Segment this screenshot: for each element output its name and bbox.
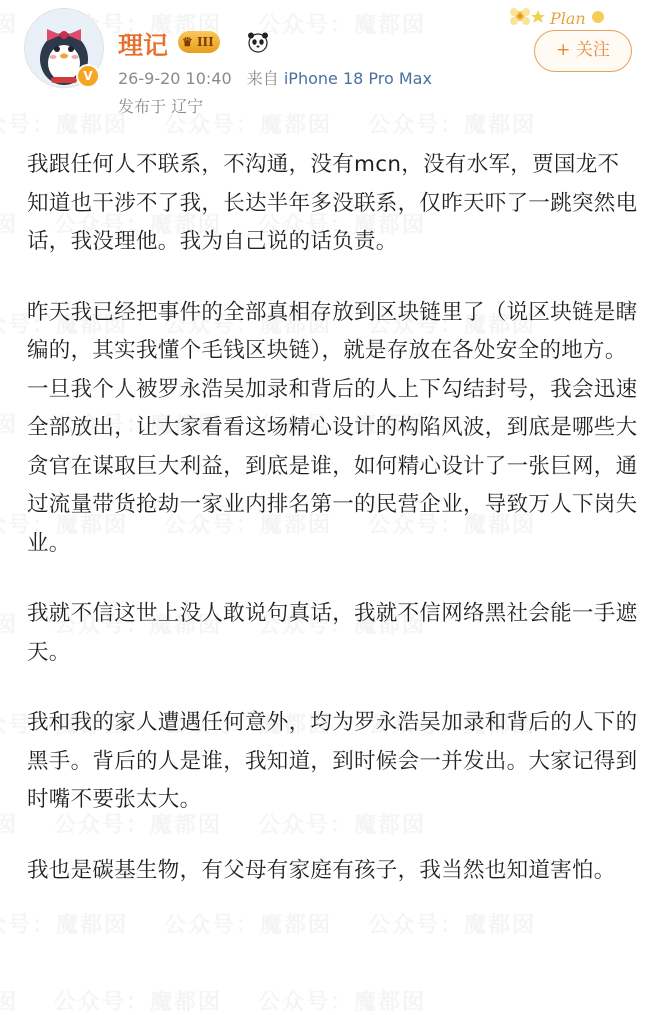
verified-badge-icon: V [76,64,100,88]
post-header [0,0,660,120]
post-paragraph-3: 我就不信这世上没人敢说句真话，我就不信网络黑社会能一手遮天。 [27,601,638,665]
level-badge-text: III [196,35,214,49]
username[interactable]: 理记 [118,31,169,60]
decor-text: Plan [550,9,586,28]
post-content [27,146,639,922]
source-device[interactable]: iPhone 18 Pro Max [283,69,432,88]
source-prefix: 来自 [246,69,279,88]
post-location: 发布于 辽宁 [118,97,204,116]
post-paragraph-1: 我跟任何人不联系，不沟通，没有mcn，没有水军，贾国龙不知道也干涉不了我，长达半年多没联系，仅昨天吓了一跳突然电话，我没理他。我为自己说的话负责。 [27,152,638,254]
post-paragraph-5: 我也是碳基生物，有父母有家庭有孩子，我当然也知道害怕。 [27,857,616,883]
follow-button[interactable]: + 关注 [534,30,632,72]
post-paragraph-2: 昨天我已经把事件的全部真相存放到区块链里了（说区块链是瞎编的，其实我懂个毛钱区块链），就是存放在各处安全的地方。一旦我个人被罗永浩吴加录和背后的人上下勾结封号，我会迅速全部放出，让大家看看这场精心设计的构陷风波，到底是哪些大贪官在谋取巨大利益，到底是谁，如何精心设计了一张巨网，通过流量带货抢劫一家业内排名第一的民营企业，导致万人下岗失业。 [27,299,638,556]
post-timestamp: 26-9-20 10:40 [118,69,232,88]
post-meta [118,66,432,89]
post-paragraph-4: 我和我的家人遭遇任何意外，均为罗永浩吴加录和背后的人下的黑手。背后的人是谁，我知道，到时候会一并发出。大家记得到时嘴不要张太大。 [27,710,638,812]
panda-icon [246,30,270,54]
level-badge: ♛ III [178,31,220,53]
